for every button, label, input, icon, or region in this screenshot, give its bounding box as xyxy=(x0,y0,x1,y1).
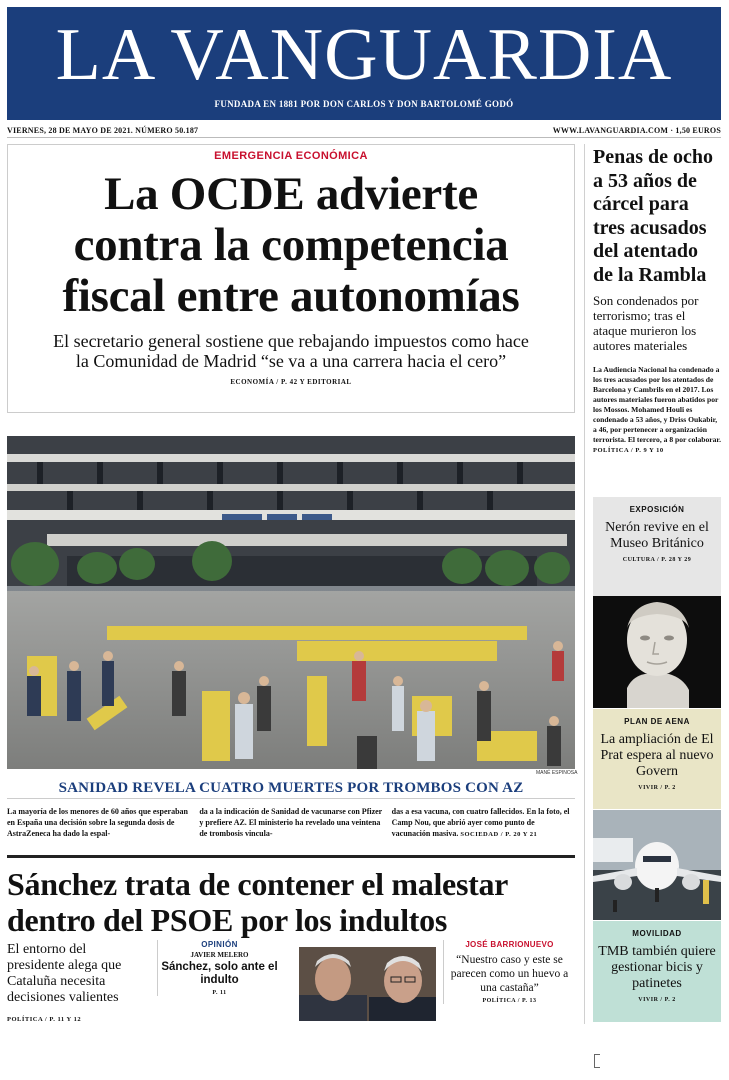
nero-ref: CULTURA / P. 28 Y 29 xyxy=(622,557,692,563)
newspaper-logo[interactable]: LA VANGUARDIA xyxy=(55,14,673,96)
sanchez-story[interactable] xyxy=(7,866,575,1023)
lead-deck xyxy=(8,331,574,371)
airplane-photo-art xyxy=(593,810,721,920)
website-price[interactable]: WWW.LAVANGUARDIA.COM · 1,50 EUROS xyxy=(552,126,721,135)
lead-headline-line: La OCDE advierte xyxy=(104,168,478,220)
rambla-ref: POLÍTICA / P. 9 Y 10 xyxy=(593,447,664,454)
opinion-author: JAVIER MELERO xyxy=(190,951,249,959)
opinion-ref: P. 11 xyxy=(212,990,227,996)
movilidad-label: MOVILIDAD xyxy=(632,929,682,938)
founded-tagline: FUNDADA EN 1881 POR DON CARLOS Y DON BARTOLOMÉ GODÓ xyxy=(214,99,514,109)
az-col-1: La mayoría de los menores de 60 años que esperaban en España una decisión sobre la segunda dosis de AstraZeneca ha dado la espal- xyxy=(7,807,188,838)
aena-ref: VIVIR / P. 2 xyxy=(638,785,676,791)
lead-headline[interactable] xyxy=(8,169,574,322)
az-col-3 xyxy=(392,806,575,846)
masthead xyxy=(7,7,721,120)
az-body-columns xyxy=(7,806,575,846)
nero-bust-photo[interactable] xyxy=(593,596,721,708)
sanchez-headline-line: dentro del PSOE por los indultos xyxy=(7,902,447,938)
sanchez-bottom-row xyxy=(7,942,575,1022)
lead-kicker: EMERGENCIA ECONÓMICA xyxy=(214,150,368,162)
lead-section-ref: ECONOMÍA / P. 42 Y EDITORIAL xyxy=(230,378,352,386)
barrionuevo-box[interactable] xyxy=(443,940,575,1004)
rambla-body xyxy=(593,365,721,456)
airplane-photo[interactable] xyxy=(593,810,721,920)
opinion-box[interactable] xyxy=(157,940,281,996)
sanchez-section-ref: POLÍTICA / P. 11 Y 12 xyxy=(7,1016,82,1023)
rambla-headline[interactable]: Penas de ocho a 53 años de cárcel para tres acusados del atentado de la Rambla xyxy=(593,146,713,286)
camp-nou-vaccination-photo[interactable] xyxy=(7,436,575,769)
lead-story[interactable] xyxy=(7,144,575,413)
sanchez-dek xyxy=(7,942,147,1028)
barrionuevo-quote: “Nuestro caso y este se parecen como un huevo a una castaña” xyxy=(450,954,569,994)
rambla-body-text: La Audiencia Nacional ha condenado a los tres acusados por los atentados de Barcelona y Cambrils en el 2017. Los autores materiales fueron abatidos por los Mossos. Mohamed Houli es condenado a 53 años, y Driss Oukabir, a 46, por pertenecer a organización terrorista. El tercero, a 8 por colaborar. xyxy=(593,365,722,444)
movilidad-box[interactable] xyxy=(593,921,721,1022)
aena-box[interactable] xyxy=(593,709,721,809)
nero-bust-art xyxy=(593,596,721,708)
aena-label: PLAN DE AENA xyxy=(624,717,690,726)
column-divider xyxy=(584,144,585,1024)
two-men-photo-art xyxy=(299,947,436,1021)
two-men-photo[interactable] xyxy=(299,947,436,1021)
lead-headline-line: contra la competencia xyxy=(73,219,509,271)
rambla-story[interactable] xyxy=(593,146,721,456)
az-headline[interactable]: SANIDAD REVELA CUATRO MUERTES POR TROMBOS CON AZ xyxy=(7,777,575,799)
opinion-label: OPINIÓN xyxy=(201,940,238,949)
nero-box[interactable] xyxy=(593,497,721,596)
bracket-mark xyxy=(594,1054,600,1068)
nero-label: EXPOSICIÓN xyxy=(629,505,685,514)
nero-title: Nerón revive en el Museo Británico xyxy=(605,520,709,551)
barrionuevo-label: JOSÉ BARRIONUEVO xyxy=(465,940,554,949)
movilidad-ref: VIVIR / P. 2 xyxy=(638,997,676,1003)
camp-nou-photo-art xyxy=(7,436,575,769)
sanchez-headline[interactable] xyxy=(7,866,575,938)
issue-date: VIERNES, 28 DE MAYO DE 2021. NÚMERO 50.187 xyxy=(7,126,199,135)
aena-title: La ampliación de El Prat espera al nuevo Govern xyxy=(600,732,714,779)
barrionuevo-ref: POLÍTICA / P. 13 xyxy=(482,998,537,1004)
rambla-dek: Son condenados por terrorismo; tras el ataque murieron los autores materiales xyxy=(593,293,699,353)
az-col-3-text: das a esa vacuna, con cuatro fallecidos. En la foto, el Camp Nou, que abrió ayer como punto de vacunación masiva. xyxy=(391,807,570,838)
lead-headline-line: fiscal entre autonomías xyxy=(62,270,520,322)
sanchez-dek-text: El entorno del presidente alega que Cataluña necesita decisiones valientes xyxy=(7,942,122,1005)
lead-deck-line: la Comunidad de Madrid “se va a una carrera hacia el cero” xyxy=(75,351,507,371)
dateline xyxy=(7,124,721,138)
az-col-2: da a la indicación de Sanidad de vacunarse con Pfizer y prefiere AZ. El ministerio ha revelado una veintena de trombosis vincula- xyxy=(199,807,383,838)
lead-deck-line: El secretario general sostiene que rebajando impuestos como hace xyxy=(53,331,529,351)
opinion-title: Sánchez, solo ante el indulto xyxy=(161,961,278,986)
movilidad-title: TMB también quiere gestionar bicis y patinetes xyxy=(598,944,716,991)
az-section-ref: SOCIEDAD / P. 20 Y 21 xyxy=(460,831,538,838)
section-divider xyxy=(7,855,575,858)
sanchez-headline-line: Sánchez trata de contener el malestar xyxy=(7,866,509,902)
photo-credit: MANÉ ESPINOSA xyxy=(536,770,578,776)
